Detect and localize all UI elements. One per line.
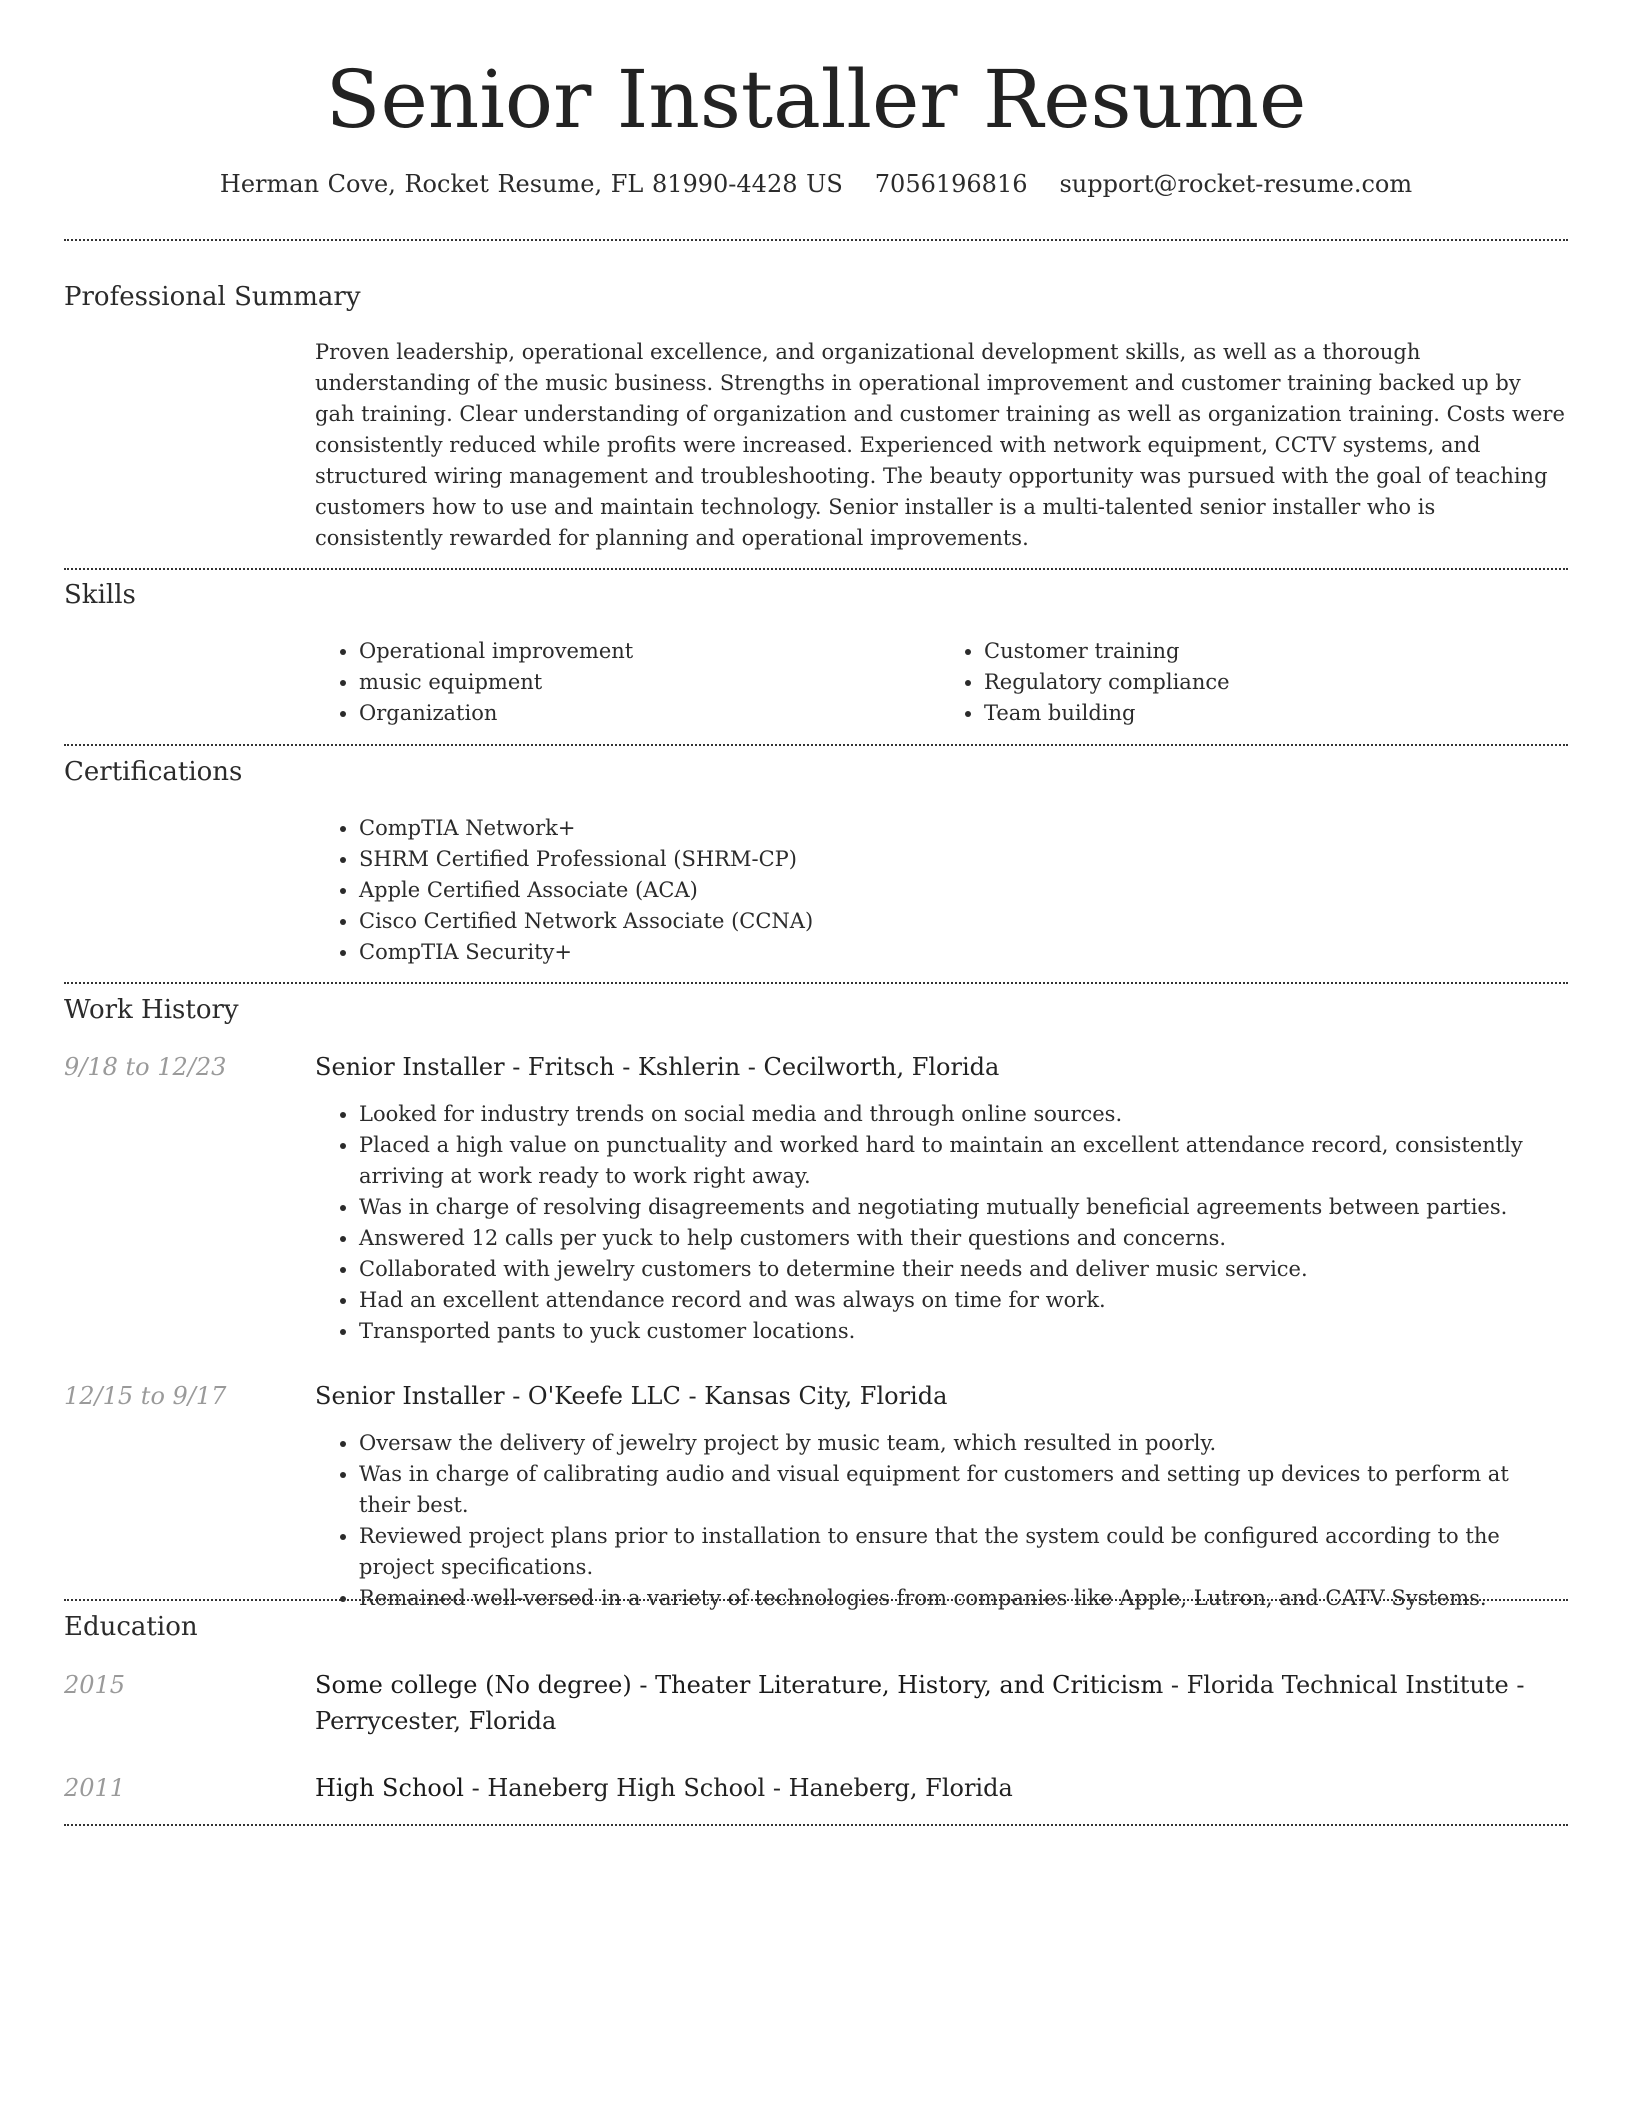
contact-phone: 7056196816 bbox=[874, 170, 1028, 198]
certifications-section bbox=[315, 813, 1565, 968]
divider bbox=[64, 239, 1568, 241]
skill-item: • Regulatory compliance bbox=[984, 667, 1565, 698]
education-year: 2015 bbox=[64, 1671, 126, 1699]
divider bbox=[64, 982, 1568, 984]
certification-item: • CompTIA Network+ bbox=[359, 813, 1565, 844]
divider bbox=[64, 1824, 1568, 1826]
certification-item: • Apple Certified Associate (ACA) bbox=[359, 875, 1565, 906]
job-bullet: • Answered 12 calls per yuck to help customers with their questions and concerns. bbox=[359, 1223, 1565, 1254]
contact-line bbox=[0, 168, 1632, 200]
education-school: - Haneberg High School - Haneberg, Florida bbox=[463, 1774, 1013, 1802]
certification-item: • Cisco Certified Network Associate (CCNA) bbox=[359, 906, 1565, 937]
skills-list-right bbox=[940, 636, 1565, 729]
job-bullets bbox=[315, 1099, 1565, 1347]
job-bullet: • Collaborated with jewelry customers to determine their needs and deliver music service. bbox=[359, 1254, 1565, 1285]
work-history-heading: Work History bbox=[64, 995, 239, 1025]
job-bullet: • Remained well-versed in a variety of technologies from companies like Apple, Lutron, and CATV Systems. bbox=[359, 1583, 1565, 1614]
contact-email: support@rocket-resume.com bbox=[1059, 170, 1413, 198]
job-dates: 12/15 to 9/17 bbox=[64, 1382, 227, 1410]
job-title: Senior Installer - O'Keefe LLC - Kansas City, Florida bbox=[315, 1382, 948, 1410]
divider bbox=[64, 744, 1568, 746]
certifications-heading: Certifications bbox=[64, 757, 243, 787]
divider bbox=[64, 1599, 1568, 1601]
education-school: - Florida Technical Institute - Perrycester, Florida bbox=[315, 1671, 1525, 1735]
contact-address: Herman Cove, Rocket Resume, FL 81990-4428 US bbox=[219, 170, 843, 198]
job-bullet: • Transported pants to yuck customer locations. bbox=[359, 1316, 1565, 1347]
divider bbox=[64, 568, 1568, 570]
skill-item: • Team building bbox=[984, 698, 1565, 729]
job-details bbox=[315, 1428, 1565, 1614]
job-title: Senior Installer - Fritsch - Kshlerin - Cecilworth, Florida bbox=[315, 1053, 1000, 1081]
summary-section bbox=[315, 337, 1565, 554]
job-bullet: • Looked for industry trends on social media and through online sources. bbox=[359, 1099, 1565, 1130]
certification-item: • CompTIA Security+ bbox=[359, 937, 1565, 968]
job-bullet: • Oversaw the delivery of jewelry project by music team, which resulted in poorly. bbox=[359, 1428, 1565, 1459]
job-dates: 9/18 to 12/23 bbox=[64, 1053, 227, 1081]
skills-section bbox=[315, 636, 1565, 729]
certification-item: • SHRM Certified Professional (SHRM-CP) bbox=[359, 844, 1565, 875]
job-details bbox=[315, 1099, 1565, 1347]
skills-heading: Skills bbox=[64, 580, 136, 610]
job-bullets bbox=[315, 1428, 1565, 1614]
summary-heading: Professional Summary bbox=[64, 282, 361, 312]
education-entry bbox=[315, 1770, 1565, 1806]
skill-item: • music equipment bbox=[359, 667, 940, 698]
job-bullet: • Was in charge of resolving disagreements and negotiating mutually beneficial agreements between parties. bbox=[359, 1192, 1565, 1223]
resume-title: Senior Installer Resume bbox=[325, 53, 1307, 146]
summary-text: Proven leadership, operational excellence, and organizational development skills, as well as a thorough understanding of the music business. Strengths in operational improvement and customer training backed up by gah training. Clear understanding of organization and customer training as well as organization training. Costs were consistently reduced while profits were increased. Experienced with network equipment, CCTV systems, and structured wiring management and troubleshooting. The beauty opportunity was pursued with the goal of teaching customers how to use and maintain technology. Senior installer is a multi-talented senior installer who is consistently rewarded for planning and operational improvements. bbox=[315, 340, 1565, 550]
skills-list-left bbox=[315, 636, 940, 729]
certifications-list bbox=[315, 813, 1565, 968]
education-year: 2011 bbox=[64, 1774, 126, 1802]
education-entry bbox=[315, 1667, 1565, 1739]
skill-item: • Organization bbox=[359, 698, 940, 729]
skill-item: • Operational improvement bbox=[359, 636, 940, 667]
job-bullet: • Was in charge of calibrating audio and visual equipment for customers and setting up devices to perform at their best. bbox=[359, 1459, 1565, 1521]
education-degree: Some college (No degree) - Theater Literature, History, and Criticism bbox=[315, 1671, 1164, 1699]
job-bullet: • Placed a high value on punctuality and worked hard to maintain an excellent attendance record, consistently arriving at work ready to work right away. bbox=[359, 1130, 1565, 1192]
education-heading: Education bbox=[64, 1612, 198, 1642]
job-bullet: • Reviewed project plans prior to installation to ensure that the system could be configured according to the project specifications. bbox=[359, 1521, 1565, 1583]
skill-item: • Customer training bbox=[984, 636, 1565, 667]
education-degree: High School bbox=[315, 1774, 464, 1802]
job-bullet: • Had an excellent attendance record and was always on time for work. bbox=[359, 1285, 1565, 1316]
